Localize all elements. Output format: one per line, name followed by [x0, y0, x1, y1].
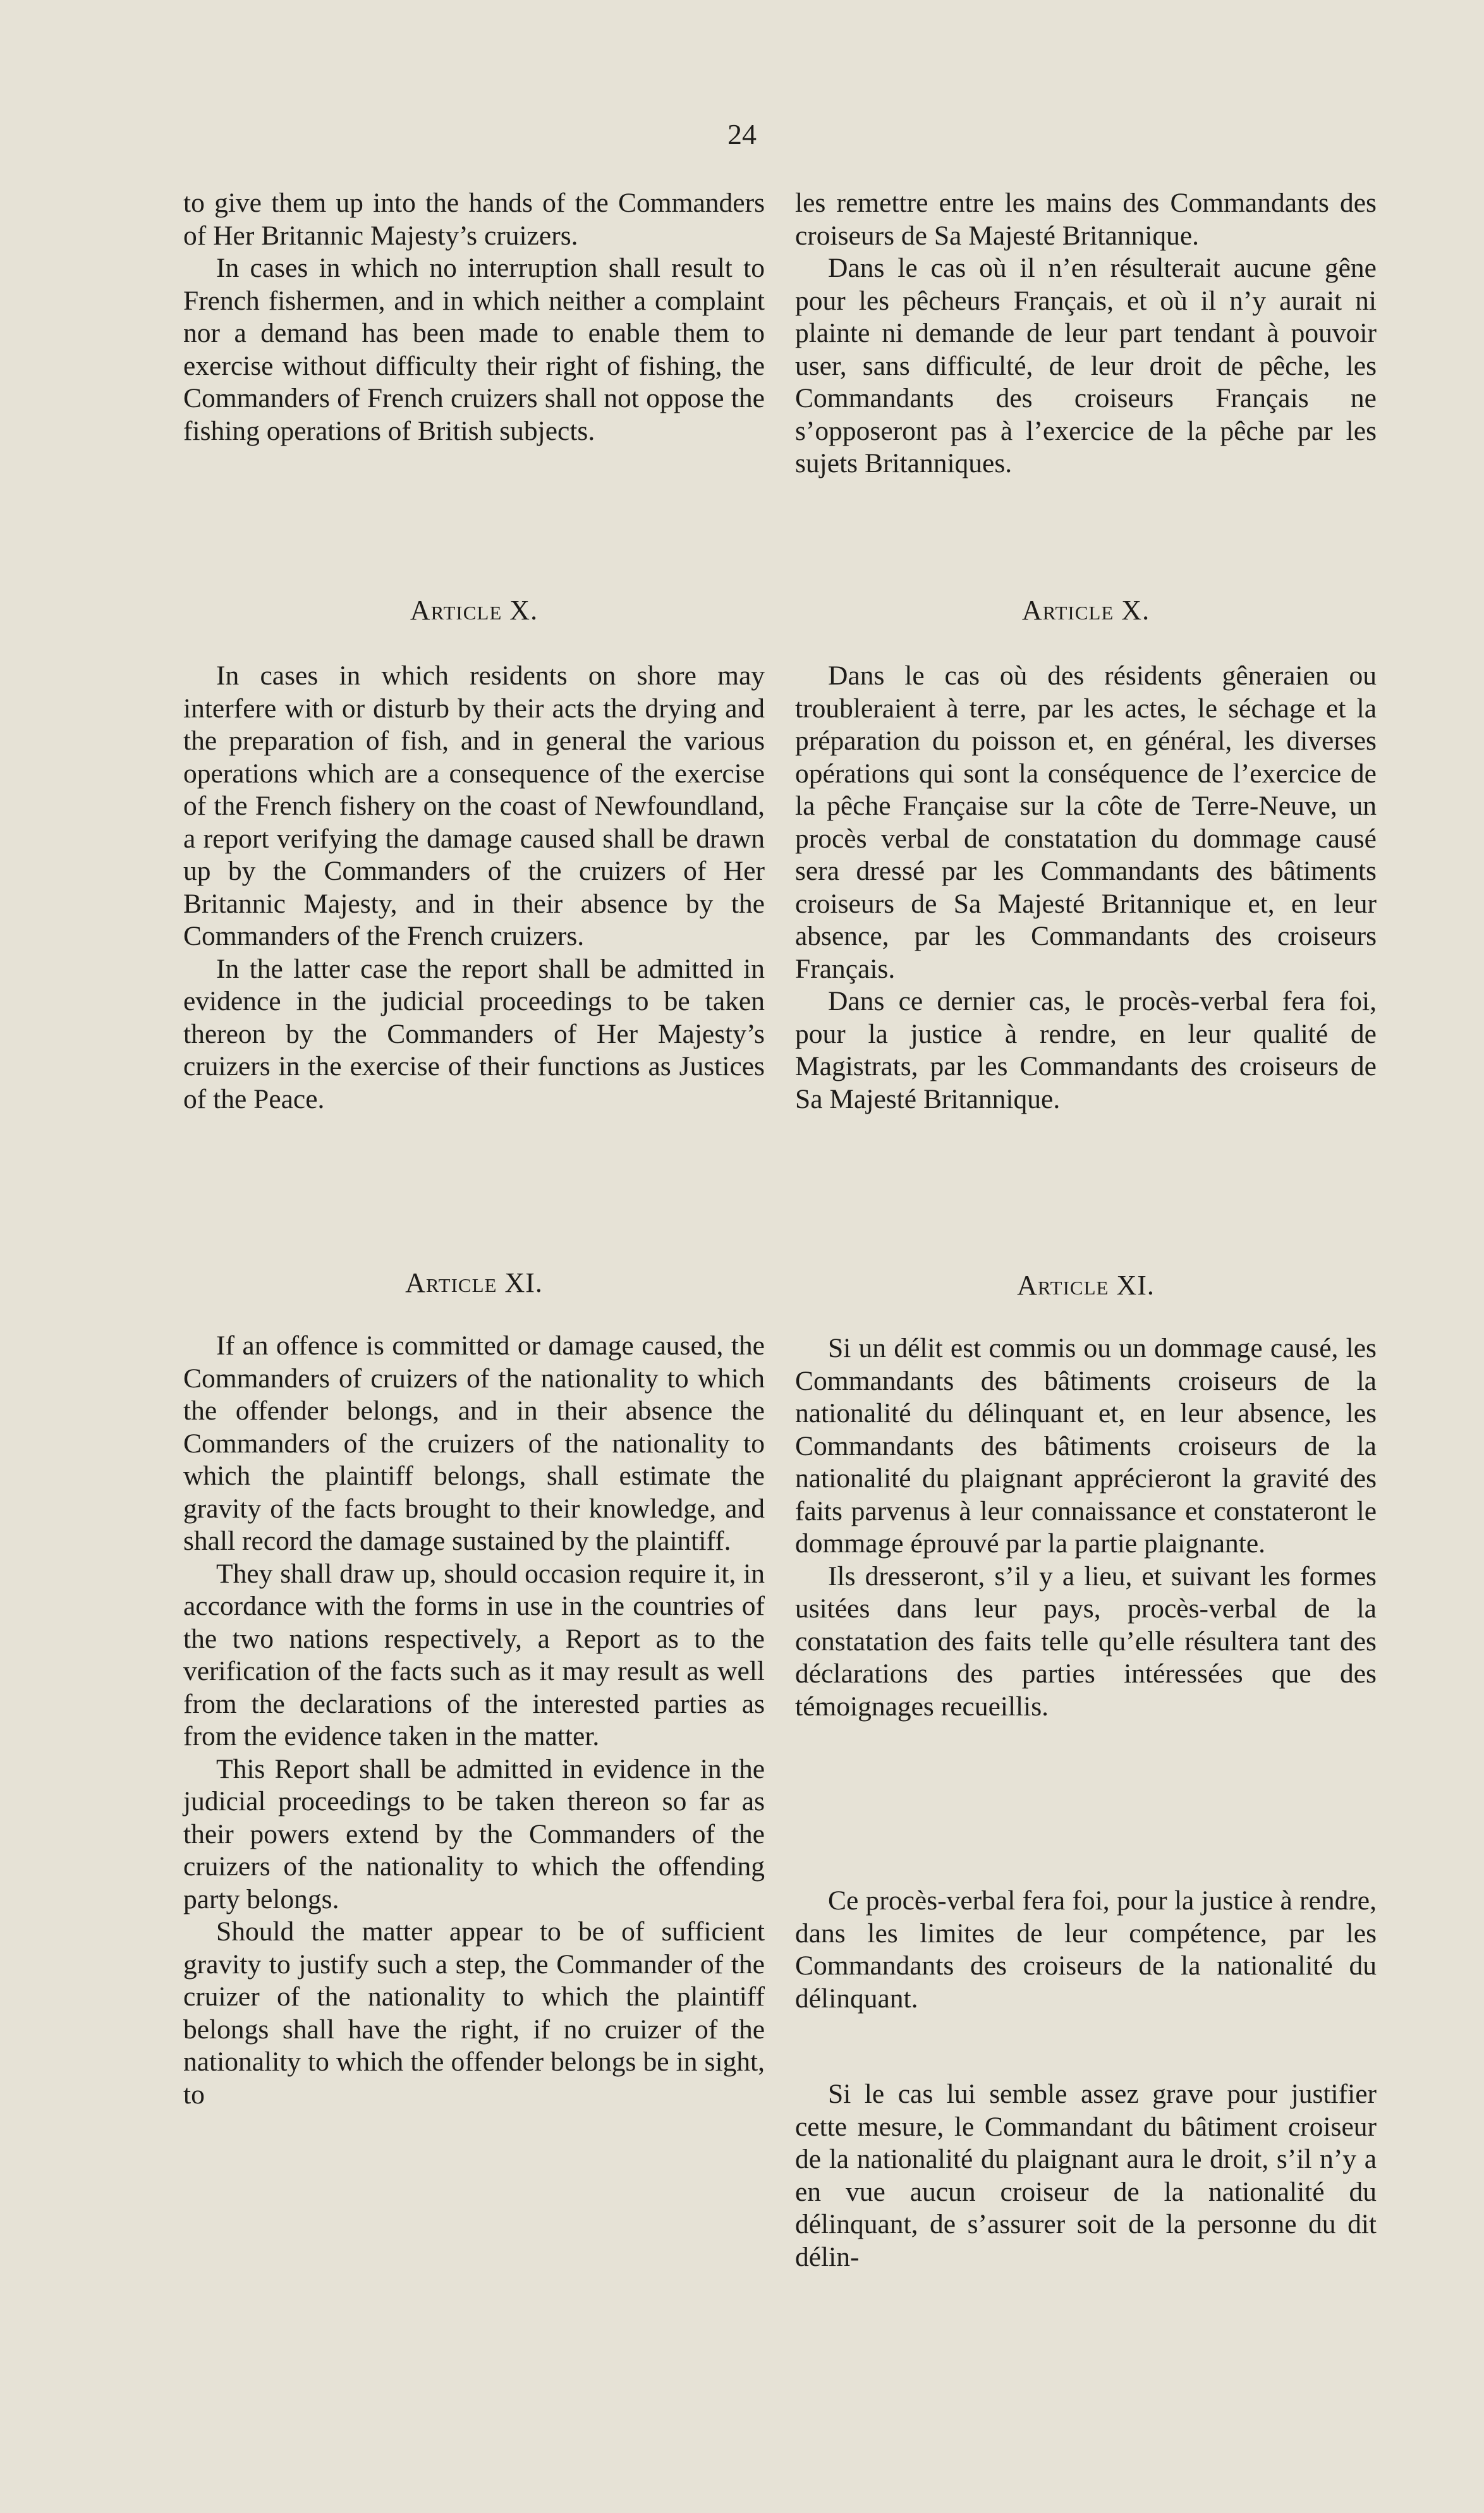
article-xi-heading-english: Article XI. — [405, 1267, 543, 1298]
paragraph: If an offence is committed or damage caused, the Commanders of cruizers of the nationality to which the offender belongs, and in their absence the Commanders of the cruizers of the nationality to which the plaintiff belongs, shall estimate the gravity of the facts brought to their knowledge, and shall record the damage sustained by the plaintiff. — [183, 1330, 765, 1556]
paragraph: to give them up into the hands of the Commanders of Her Britannic Majesty’s cruizers. — [183, 188, 765, 251]
article-xi-french-paragraphs-1 — [795, 1332, 1377, 1723]
paragraph: In cases in which no interruption shall result to French fishermen, and in which neither a complaint nor a demand has been made to enable them to exercise without difficulty their right of fishing, the Commanders of French cruizers shall not oppose the fishing operations of British subjects. — [183, 253, 765, 446]
paragraph: Should the matter appear to be of sufficient gravity to justify such a step, the Commander of the cruizer of the nationality to which the plaintiff belongs shall have the right, if no cruizer of the nationality to which the offender belongs be in sight, to — [183, 1916, 765, 2110]
article-xi-english-column — [183, 1330, 765, 2111]
article-xi-heading-french: Article XI. — [1017, 1270, 1155, 1301]
article-xi-french-paragraph-4 — [795, 2078, 1377, 2273]
article-x-heading-english: Article X. — [410, 595, 538, 626]
paragraph: Ils dresseront, s’il y a lieu, et suivant les formes usitées dans leur pays, procès-verbal de la constatation des faits telle qu’elle résultera tant des déclarations des parties intéressées que des témoignages recueillis. — [795, 1561, 1377, 1722]
paragraph: Si le cas lui semble assez grave pour justifier cette mesure, le Commandant du bâtiment croiseur de la nationalité du plaignant aura le droit, s’il n’y a en vue aucun croiseur de la nationalité du délinquant, de s’assurer soit de la personne du dit délin- — [795, 2079, 1377, 2272]
paragraph: Ce procès-verbal fera foi, pour la justice à rendre, dans les limites de leur compétence, par les Commandants des croiseurs de la nationalité du délinquant. — [795, 1885, 1377, 2014]
article-x-french-column — [795, 660, 1377, 1116]
top-french-column — [795, 187, 1377, 480]
paragraph: les remettre entre les mains des Commandants des croiseurs de Sa Majesté Britannique. — [795, 188, 1377, 251]
page-number: 24 — [727, 118, 757, 150]
article-xi-french-paragraph-3 — [795, 1885, 1377, 2015]
paragraph: Si un délit est commis ou un dommage causé, les Commandants des bâtiments croiseurs de la nationalité du délinquant et, en leur absence, les Commandants des bâtiments croiseurs de la nationalité du plaignant apprécieront la gravité des faits parvenus à leur connaissance et constateront le dommage éprouvé par la partie plaignante. — [795, 1333, 1377, 1559]
paragraph: This Report shall be admitted in evidence in the judicial proceedings to be taken thereon so far as their powers extend by the Commanders of the cruizers of the nationality to which the offending party belongs. — [183, 1753, 765, 1914]
paragraph: They shall draw up, should occasion require it, in accordance with the forms in use in the countries of the two nations respectively, a Report as to the verification of the facts such as it may result as well from the declarations of the interested parties as from the evidence taken in the matter. — [183, 1558, 765, 1751]
top-english-column — [183, 187, 765, 447]
paragraph: Dans ce dernier cas, le procès-verbal fera foi, pour la justice à rendre, en leur qualité de Magistrats, par les Commandants des croiseurs de Sa Majesté Britannique. — [795, 986, 1377, 1114]
paragraph: In the latter case the report shall be admitted in evidence in the judicial proceedings to be taken thereon by the Commanders of Her Majesty’s cruizers in the exercise of their functions as Justices of the Peace. — [183, 953, 765, 1114]
paragraph: In cases in which residents on shore may interfere with or disturb by their acts the drying and the preparation of fish, and in general the various operations which are a consequence of the exercise of the French fishery on the coast of Newfoundland, a report verifying the damage caused shall be drawn up by the Commanders of the cruizers of Her Britannic Majesty, and in their absence by the Commanders of the French cruizers. — [183, 660, 765, 951]
article-x-english-column — [183, 660, 765, 1116]
paragraph: Dans le cas où des résidents gêneraien ou troubleraient à terre, par les actes, le séchage et la préparation du poisson et, en général, les diverses opérations qui sont la conséquence de l’exercice de la pêche Française sur la côte de Terre-Neuve, un procès verbal de constatation du dommage causé sera dressé par les Commandants des bâtiments croiseurs de Sa Majesté Britannique et, en leur absence, par les Commandants des croiseurs Français. — [795, 660, 1377, 984]
article-x-heading-french: Article X. — [1021, 595, 1150, 626]
paragraph: Dans le cas où il n’en résulterait aucune gêne pour les pêcheurs Français, et où il n’y aurait ni plainte ni demande de leur part tendant à pouvoir user, sans difficulté, de leur droit de pêche, les Commandants des croiseurs Français ne s’opposeront pas à l’exercice de la pêche par les sujets Britanniques. — [795, 253, 1377, 478]
